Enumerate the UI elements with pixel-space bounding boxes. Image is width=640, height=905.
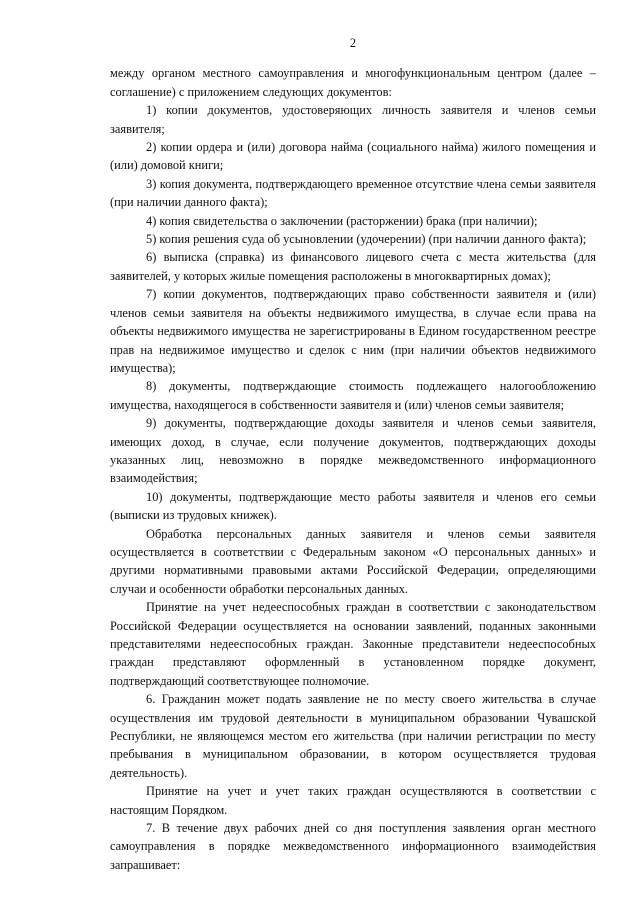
document-page	[110, 34, 596, 874]
paragraph-intro: между органом местного самоуправления и многофункциональным центром (далее – соглашение) с приложением следующих документов:	[110, 66, 596, 99]
paragraph-item-5: 5) копия решения суда об усыновлении (удочерении) (при наличии данного факта);	[146, 232, 587, 247]
paragraph-item-10: 10) документы, подтверждающие место работы заявителя и членов его семьи (выписки из трудовых книжек).	[110, 489, 596, 523]
paragraph-registration-order: Принятие на учет и учет таких граждан осуществляются в соответствии с настоящим Порядком.	[110, 784, 596, 817]
paragraph-personal-data: Обработка персональных данных заявителя и членов семьи заявителя осуществляется в соответствии с Федеральным законом «О персональных данных» и другими нормативными правовыми актами Российской Федерации, определяющими случаи и особенности обработки персональных данных.	[110, 526, 596, 596]
paragraph-item-7: 7) копии документов, подтверждающих право собственности заявителя и (или) членов семьи заявителя на объекты недвижимого имущества, в случае если права на объекты недвижимого имущества не зарегистрированы в Едином государственном реестре прав на недвижимое имущество и сделок с ним (при наличии объектов недвижимого имущества);	[110, 287, 596, 375]
paragraph-item-8: 8) документы, подтверждающие стоимость подлежащего налогообложению имущества, находящегося в собственности заявителя и (или) членов семьи заявителя;	[110, 379, 596, 412]
paragraph-item-6: 6) выписка (справка) из финансового лицевого счета с места жительства (для заявителей, у которых жилые помещения расположены в многоквартирных домах);	[110, 250, 596, 283]
paragraph-item-9: 9) документы, подтверждающие доходы заявителя и членов семьи заявителя, имеющих доход, в случае, если получение документов, подтверждающих доходы указанных лиц, невозможно в порядке межведомственного информационного взаимодействия;	[110, 416, 596, 486]
page-number: 2	[349, 36, 357, 50]
paragraph-clause-7: 7. В течение двух рабочих дней со дня поступления заявления орган местного самоуправления в порядке межведомственного информационного взаимодействия запрашивает:	[110, 821, 596, 872]
paragraph-incapacitated-citizens: Принятие на учет недееспособных граждан в соответствии с законодательством Российской Федерации осуществляется на основании заявлений, поданных законными представителями недееспособных граждан. Законные представители недееспособных граждан представляют оформленный в установленном порядке документ, подтверждающий соответствующее полномочие.	[110, 600, 596, 688]
paragraph-item-4: 4) копия свидетельства о заключении (расторжении) брака (при наличии);	[146, 213, 538, 228]
paragraph-item-1: 1) копии документов, удостоверяющих личность заявителя и членов семьи заявителя;	[110, 103, 596, 136]
paragraph-item-2: 2) копии ордера и (или) договора найма (социального найма) жилого помещения и (или) домовой книги;	[110, 140, 596, 173]
paragraph-clause-6: 6. Гражданин может подать заявление не по месту своего жительства в случае осуществления им трудовой деятельности в муниципальном образовании Чувашской Республики, не являющемся местом его жительства (при наличии регистрации по месту пребывания в муниципальном образовании, в котором осуществляется трудовая деятельность).	[110, 692, 596, 780]
paragraph-item-3: 3) копия документа, подтверждающего временное отсутствие члена семьи заявителя (при наличии данного факта);	[110, 176, 596, 210]
